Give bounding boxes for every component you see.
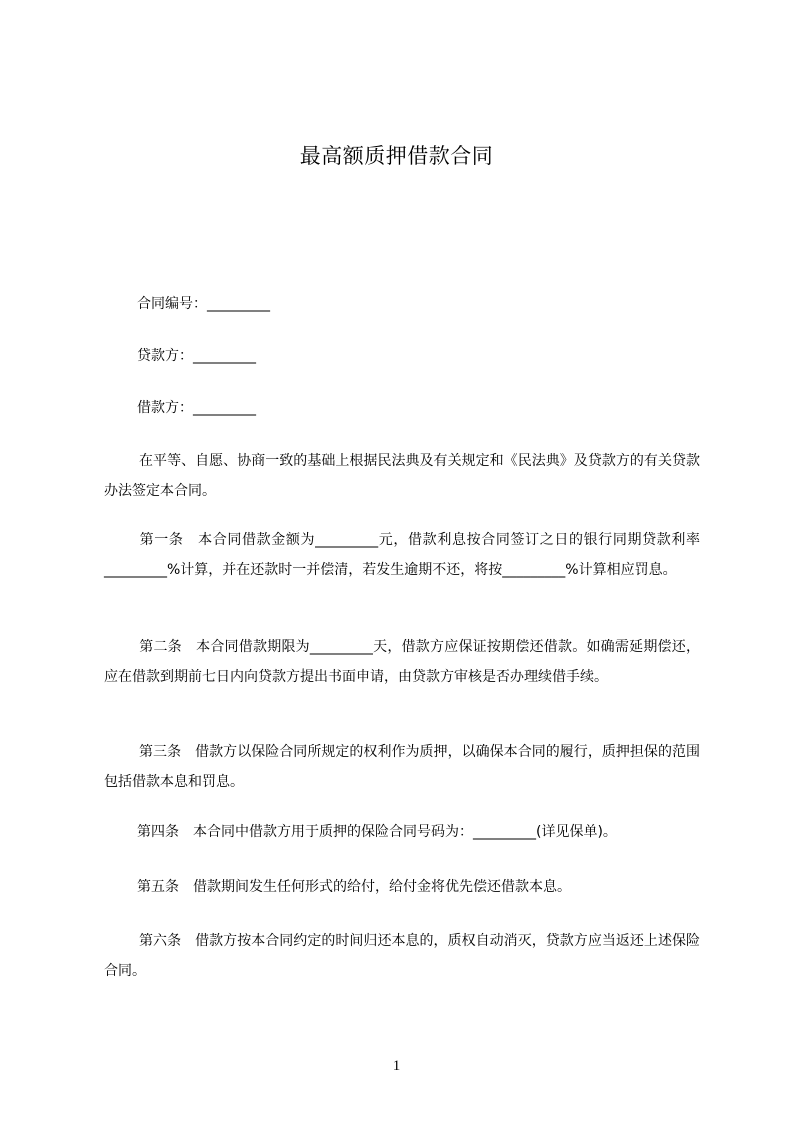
article-2 [104,632,700,692]
field-label: 合同编号： [137,296,207,312]
article-text: 借款期间发生任何形式的给付，给付金将优先偿还借款本息。 [193,879,571,895]
article-text: 本合同中借款方用于质押的保险合同号码为：_________(详见保单)。 [193,824,617,840]
field-label: 借款方： [137,400,193,416]
field-blank: _________ [207,296,270,312]
field-blank: _________ [193,348,256,364]
article-text: 借款方按本合同约定的时间归还本息的，质权自动消灭，贷款方应当返还上述保险合同。 [104,933,701,979]
article-heading: 第二条 [139,639,182,655]
preamble-text: 在平等、自愿、协商一致的基础上根据民法典及有关规定和《民法典》及贷款方的有关贷款办法签定本合同。 [104,453,700,499]
preamble-paragraph [104,446,700,506]
field-label: 贷款方： [137,348,193,364]
article-heading: 第四条 [137,824,179,840]
article-4 [137,817,717,847]
article-heading: 第一条 [139,532,184,548]
article-1 [104,525,700,585]
article-text: 本合同借款期限为_________天，借款方应保证按期偿还借款。如确需延期偿还，应在借款到期前七日内向贷款方提出书面申请，由贷款方审核是否办理续借手续。 [104,639,700,685]
lender-field [137,346,256,366]
article-heading: 第五条 [137,879,179,895]
page-number: 1 [392,1058,401,1074]
article-heading: 第三条 [139,744,182,760]
borrower-field [137,398,256,418]
article-5 [137,872,717,902]
article-heading: 第六条 [139,933,182,949]
article-6 [104,926,700,986]
field-blank: _________ [193,400,256,416]
article-text: 本合同借款金额为_________元，借款利息按合同签订之日的银行同期贷款利率_________%计算，并在还款时一并偿清，若发生逾期不还，将按_________%计算相应罚息。 [104,532,700,578]
document-title: 最高额质押借款合同 [299,144,494,168]
article-text: 借款方以保险合同所规定的权利作为质押，以确保本合同的履行，质押担保的范围包括借款本息和罚息。 [104,744,701,790]
contract-number-field [137,294,270,314]
article-3 [104,737,700,797]
